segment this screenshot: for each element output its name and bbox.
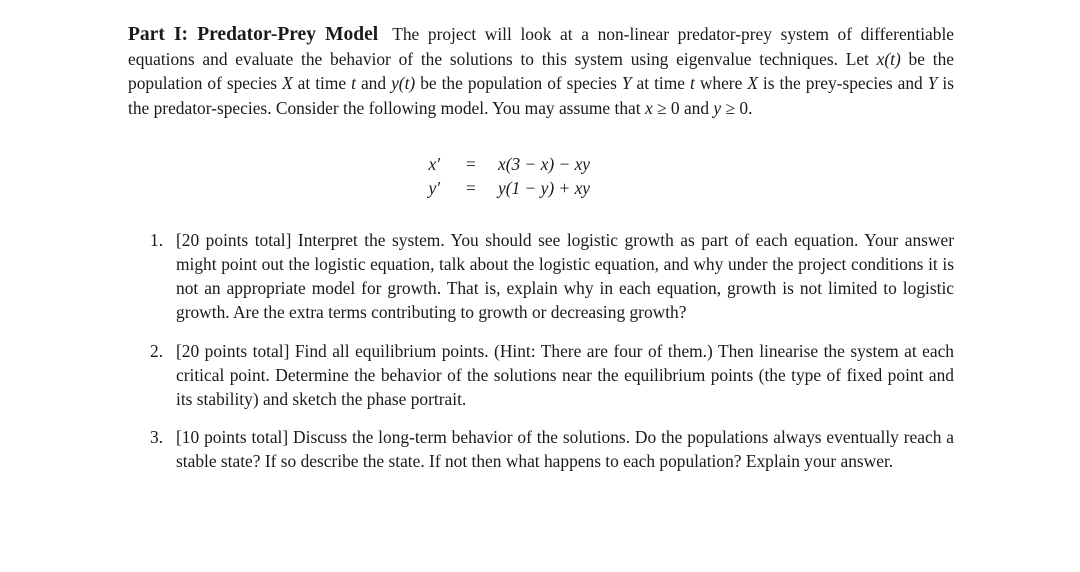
intro-seg: X (282, 73, 293, 94)
question-text: [20 points total] Find all equilibrium points. (Hint: There are four of them.) Then linearise the system at each critical point. Determine the behavior of the solutions near the equilibrium points (the type of fixed point and its stability) and sketch the phase portrait. (176, 340, 954, 410)
intro-seg: t (351, 73, 356, 94)
intro-seg: The project will look at a non-linear predator-prey system of differentiable equations and evaluate the behavior of the solutions to this system using eigenvalue techniques. Let (128, 24, 954, 70)
question-number: 1. (150, 229, 164, 250)
intro-seg: x(t) (876, 49, 901, 70)
intro-seg: at time (292, 73, 352, 94)
question-text: [20 points total] Interpret the system. You should see logistic growth as part of each equation. Your answer might point out the logistic equation, talk about the logistic equation, and why under the project conditions it is not an appropriate model for growth. That is, explain why in each equation, growth is not limited to logistic growth. Are the extra terms contributing to growth or decreasing growth? (176, 229, 954, 323)
intro-seg: Y (621, 73, 632, 94)
equation-lhs: y′ (428, 177, 440, 198)
question-item (128, 425, 954, 473)
intro-seg: be the population of species (415, 73, 622, 94)
intro-seg: be the population of species (128, 49, 954, 94)
equation-equals: = (466, 177, 476, 198)
equation-rhs: x(3 − x) − xy (498, 153, 591, 174)
question-text: [10 points total] Discuss the long-term behavior of the solutions. Do the populations always eventually reach a stable state? If so describe the state. If not then what happens to each population? Explain your answer. (176, 427, 954, 472)
equation-lhs: x′ (428, 153, 440, 174)
intro-seg: is the prey-species and (757, 73, 928, 94)
equation-rhs: y(1 − y) + xy (498, 177, 591, 198)
question-item (128, 228, 954, 325)
intro-seg: y(t) (391, 73, 416, 94)
intro-seg: and (355, 73, 392, 94)
intro-seg: Y (927, 73, 938, 94)
intro-seg: t (690, 73, 695, 94)
intro-seg: at time (631, 73, 690, 94)
intro-paragraph (128, 22, 954, 120)
intro-seg: is the predator-species. Consider the following model. You may assume that (128, 73, 955, 118)
question-item (128, 339, 954, 412)
intro-seg: x (644, 97, 653, 118)
question-number: 3. (150, 427, 164, 448)
question-list (128, 228, 954, 474)
intro-seg: y (713, 97, 722, 118)
question-number: 2. (150, 340, 164, 361)
equation-system (128, 152, 954, 200)
intro-seg: where (694, 73, 748, 94)
intro-seg: ≥ 0. (721, 97, 753, 118)
equation-equals: = (466, 153, 476, 174)
part-title: Part I: Predator-Prey Model (128, 24, 379, 45)
document-page (128, 22, 954, 474)
intro-seg: X (747, 73, 758, 94)
intro-seg: ≥ 0 and (652, 97, 714, 118)
